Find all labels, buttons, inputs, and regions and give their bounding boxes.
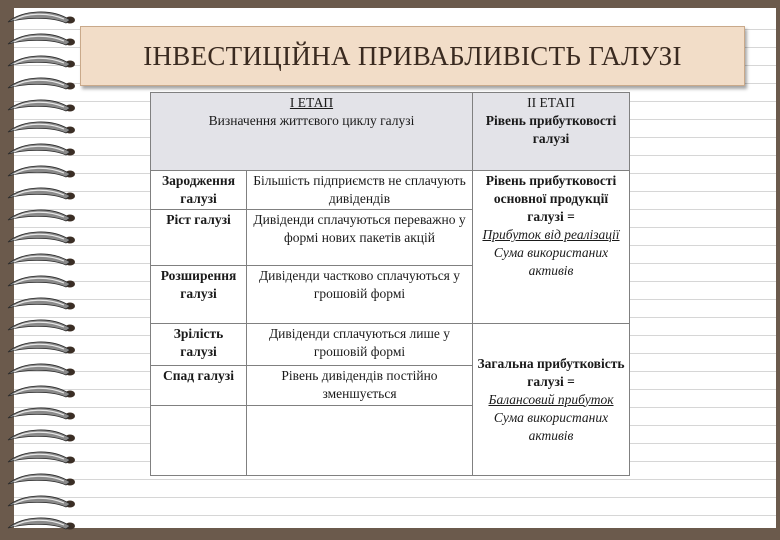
phase-expansion-description: Дивіденди частково сплачуються у грошовій формі <box>247 266 473 324</box>
empty-cell-middle <box>247 406 473 476</box>
phase-maturity: Зрілість галузі <box>151 324 247 366</box>
phase-maturity-description: Дивіденди сплачуються лише у грошовій формі <box>247 324 473 366</box>
stage1-heading: І ЕТАП <box>289 95 334 110</box>
spiral-binding <box>0 0 86 540</box>
formula2-denominator: Сума використаних активів <box>493 409 609 443</box>
stage1-header <box>151 93 473 171</box>
formula2-numerator: Балансовий прибуток <box>488 391 614 407</box>
analysis-table <box>150 92 630 476</box>
formula1-label: Рівень прибутковості основної продукції галузі = <box>485 173 617 224</box>
phase-origin: Зародження галузі <box>151 171 247 210</box>
stage2-subheading: Рівень прибутковості галузі <box>485 113 617 146</box>
title-banner <box>80 26 745 86</box>
formula1-numerator: Прибуток від реалізації <box>482 227 620 242</box>
phase-expansion: Розширення галузі <box>151 266 247 324</box>
stage2-formula2 <box>473 324 630 476</box>
stage1-subheading: Визначення життєвого циклу галузі <box>208 113 415 128</box>
phase-growth: Ріст галузі <box>151 210 247 266</box>
phase-decline-description: Рівень дивідендів постійно зменшується <box>247 366 473 406</box>
phase-decline: Спад галузі <box>151 366 247 406</box>
stage2-formula1 <box>473 171 630 324</box>
stage2-header <box>473 93 630 171</box>
formula1-denominator: Сума використаних активів <box>493 245 609 278</box>
phase-origin-description: Більшість підприємств не сплачують дивідендів <box>247 171 473 210</box>
formula2-label: Загальна прибутковість галузі = <box>477 355 625 389</box>
page-title: ІНВЕСТИЦІЙНА ПРИВАБЛИВІСТЬ ГАЛУЗІ <box>143 40 682 71</box>
stage2-heading: ІІ ЕТАП <box>527 95 575 110</box>
empty-cell-left <box>151 406 247 476</box>
phase-growth-description: Дивіденди сплачуються переважно у формі нових пакетів акцій <box>247 210 473 266</box>
